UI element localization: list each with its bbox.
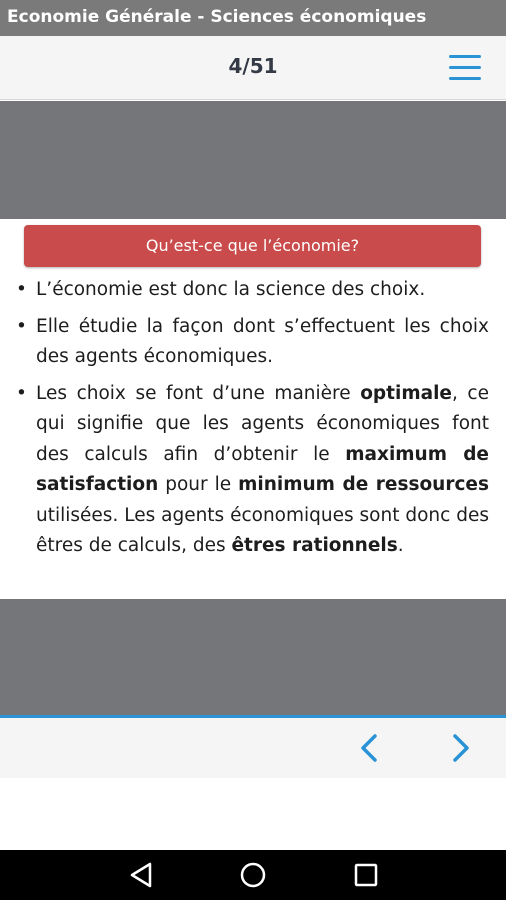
bullet-item: [16, 379, 489, 562]
next-slide-button[interactable]: [440, 728, 480, 768]
slide-background-top: [0, 101, 506, 219]
slide-title: Qu’est-ce que l’économie?: [145, 236, 360, 255]
bullet-emphasis: optimale: [360, 382, 452, 404]
bullet-item: [16, 312, 489, 373]
bullet-text: utilisées. Les agents économiques sont donc des êtres de calculs, des: [36, 504, 489, 556]
home-button[interactable]: [233, 860, 273, 890]
bullet-text: Les choix se font d’une manière: [36, 382, 361, 404]
chevron-right-icon: [440, 728, 480, 768]
bullet-emphasis: minimum de ressources: [238, 474, 489, 495]
bullet-text: Elle étudie la façon dont s’effectuent les choix des agents économiques.: [36, 315, 489, 367]
bullet-item: [16, 275, 489, 306]
bullet-emphasis: êtres rationnels: [231, 535, 398, 556]
bullet-text: L’économie est donc la science des choix.: [36, 279, 426, 300]
slide-background-bottom: [0, 599, 506, 715]
home-circle-icon: [233, 860, 273, 890]
previous-slide-button[interactable]: [350, 728, 390, 768]
bullet-text: pour le: [158, 474, 239, 495]
slide-navigation: [0, 718, 506, 778]
window-title: Economie Générale - Sciences économiques: [7, 7, 427, 27]
window-title-bar: [0, 0, 506, 36]
slide-title-banner: [24, 225, 481, 267]
bullet-text: .: [397, 535, 404, 556]
bullet-emphasis: maximum de satisfaction: [36, 443, 489, 495]
recents-square-icon: [346, 860, 386, 890]
back-button[interactable]: [121, 860, 161, 890]
page-counter: 4/51: [228, 54, 278, 78]
chevron-left-icon: [350, 728, 390, 768]
slide-content: [0, 219, 506, 599]
bullet-list: [16, 275, 489, 568]
back-triangle-icon: [121, 860, 161, 890]
recents-button[interactable]: [346, 860, 386, 890]
system-navigation-bar: [0, 850, 506, 900]
bullet-text: , ce qui signifie que les agents économiques font des calculs afin d’obtenir le: [36, 382, 489, 465]
top-toolbar: [0, 36, 506, 100]
menu-button[interactable]: [446, 52, 484, 84]
